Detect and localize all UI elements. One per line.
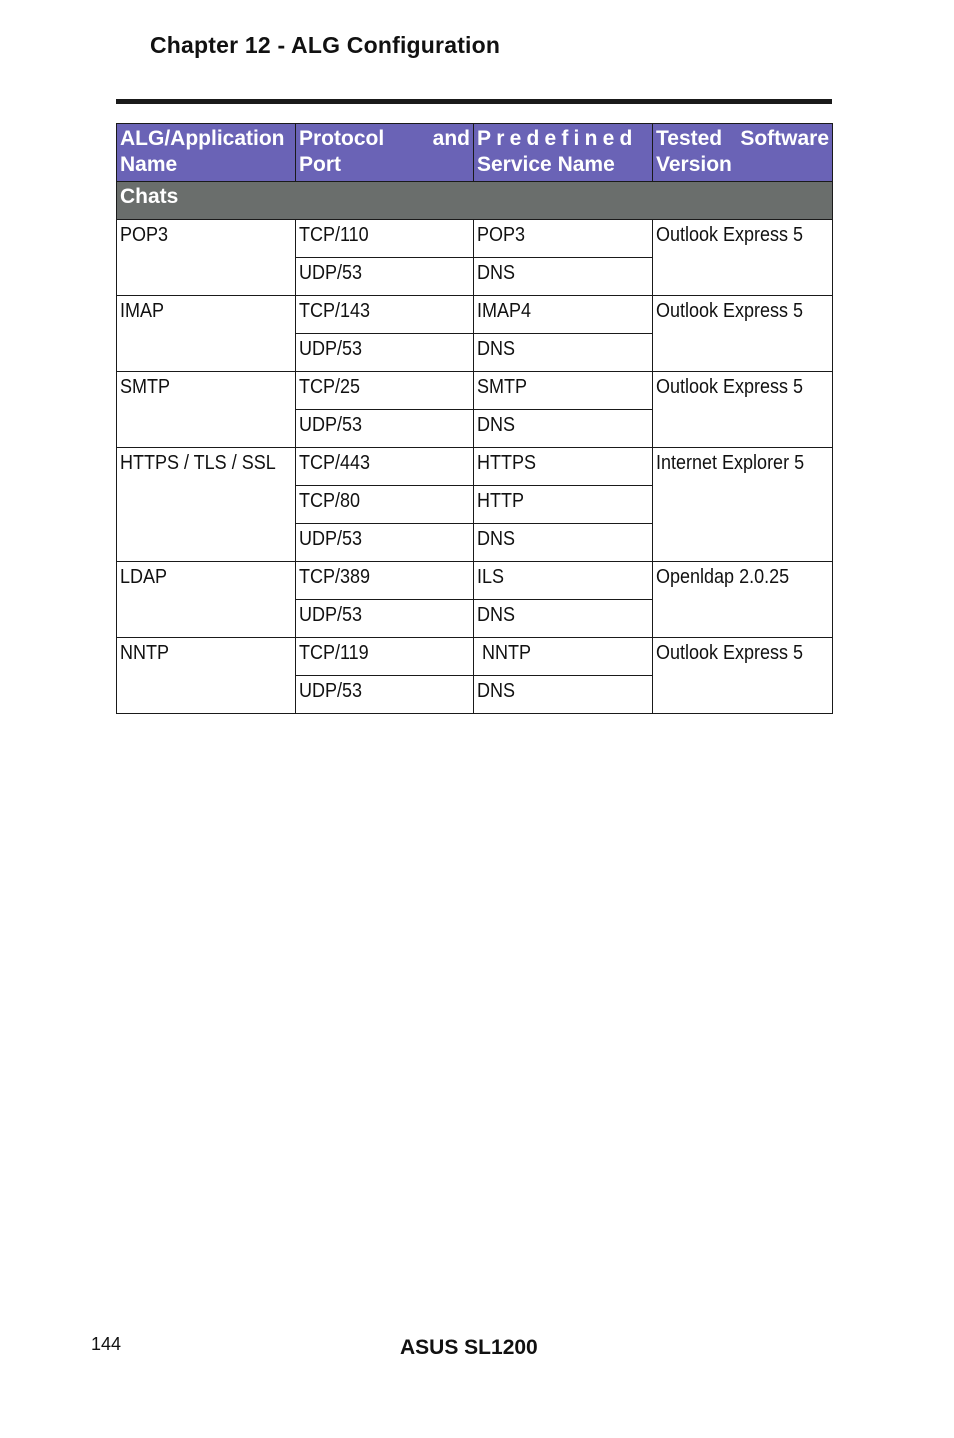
col-header-app: ALG/Application Name <box>117 124 296 182</box>
port-cell: UDP/53 <box>296 410 474 448</box>
service-cell: NNTP <box>474 638 653 676</box>
port-cell: TCP/389 <box>296 562 474 600</box>
table-row <box>117 220 833 258</box>
port-cell: UDP/53 <box>296 334 474 372</box>
version-cell: Outlook Express 5 <box>653 638 833 714</box>
col-header-port: Protocol and Port <box>296 124 474 182</box>
col-header-service: Predefined Service Name <box>474 124 653 182</box>
chapter-title: Chapter 12 - ALG Configuration <box>150 32 501 58</box>
service-cell: HTTPS <box>474 448 653 486</box>
col-header-version: Tested Software Version <box>653 124 833 182</box>
port-cell: TCP/443 <box>296 448 474 486</box>
app-name-cell: POP3 <box>117 220 296 296</box>
version-cell: Outlook Express 5 <box>653 372 833 448</box>
service-cell: DNS <box>474 676 653 714</box>
table-row <box>117 638 833 676</box>
table-row <box>117 448 833 486</box>
port-cell: TCP/80 <box>296 486 474 524</box>
service-cell: IMAP4 <box>474 296 653 334</box>
app-name-cell: NNTP <box>117 638 296 714</box>
header-rule <box>116 99 832 104</box>
app-name-cell: HTTPS / TLS / SSL <box>117 448 296 562</box>
table-header-row <box>117 124 833 182</box>
port-cell: TCP/25 <box>296 372 474 410</box>
table-row <box>117 296 833 334</box>
section-row <box>117 182 833 220</box>
port-cell: UDP/53 <box>296 524 474 562</box>
service-cell: DNS <box>474 334 653 372</box>
app-name-cell: SMTP <box>117 372 296 448</box>
port-cell: TCP/119 <box>296 638 474 676</box>
service-cell: DNS <box>474 600 653 638</box>
service-cell: DNS <box>474 524 653 562</box>
port-cell: TCP/110 <box>296 220 474 258</box>
service-cell: POP3 <box>474 220 653 258</box>
service-cell: DNS <box>474 410 653 448</box>
port-cell: UDP/53 <box>296 600 474 638</box>
footer-product-name: ASUS SL1200 <box>400 1336 538 1359</box>
app-name-cell: LDAP <box>117 562 296 638</box>
port-cell: TCP/143 <box>296 296 474 334</box>
port-cell: UDP/53 <box>296 258 474 296</box>
service-cell: DNS <box>474 258 653 296</box>
table-row <box>117 562 833 600</box>
alg-table <box>116 123 833 714</box>
version-cell: Openldap 2.0.25 <box>653 562 833 638</box>
service-cell: ILS <box>474 562 653 600</box>
app-name-cell: IMAP <box>117 296 296 372</box>
port-cell: UDP/53 <box>296 676 474 714</box>
version-cell: Internet Explorer 5 <box>653 448 833 562</box>
service-cell: SMTP <box>474 372 653 410</box>
page-number: 144 <box>91 1334 122 1354</box>
service-cell: HTTP <box>474 486 653 524</box>
version-cell: Outlook Express 5 <box>653 296 833 372</box>
section-label: Chats <box>117 182 833 220</box>
table-row <box>117 372 833 410</box>
version-cell: Outlook Express 5 <box>653 220 833 296</box>
